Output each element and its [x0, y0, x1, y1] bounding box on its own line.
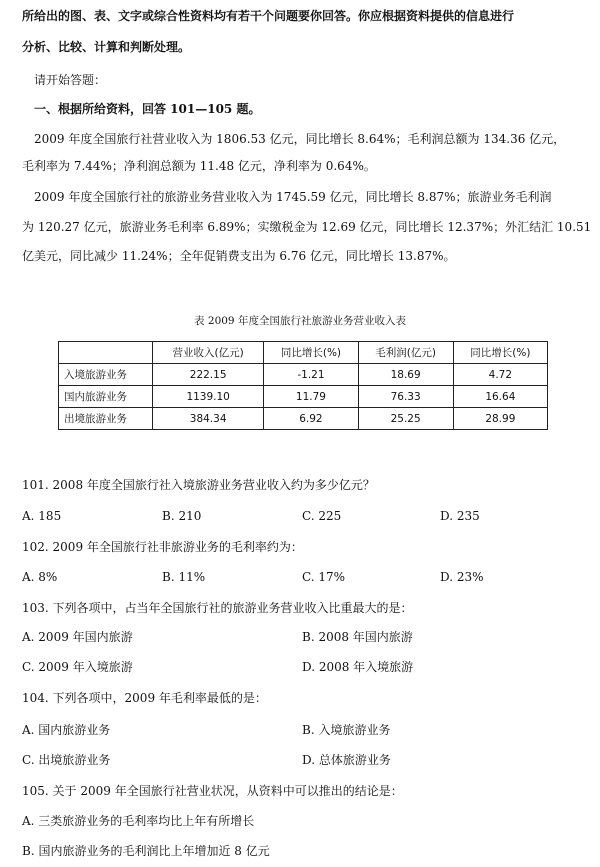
header-cell: 毛利润(亿元)	[358, 342, 453, 364]
table-cell: 6.92	[264, 408, 358, 430]
revenue-table	[58, 341, 548, 430]
start-prompt: 请开始答题：	[34, 73, 107, 87]
row-label: 国内旅游业务	[59, 386, 153, 408]
q104-option-b[interactable]: B. 入境旅游业务	[302, 723, 391, 737]
q102-option-d[interactable]: D. 23%	[440, 570, 484, 584]
table-cell: -1.21	[264, 364, 358, 386]
table-cell: 28.99	[453, 408, 547, 430]
table-row	[59, 408, 548, 430]
q102-option-c[interactable]: C. 17%	[302, 570, 346, 584]
header-cell	[59, 342, 153, 364]
question-104: 104. 下列各项中，2009 年毛利率最低的是：	[22, 691, 267, 705]
intro-line-2: 分析、比较、计算和判断处理。	[22, 40, 191, 54]
table-cell: 4.72	[453, 364, 547, 386]
q104-option-c[interactable]: C. 出境旅游业务	[22, 753, 111, 767]
header-cell: 同比增长(%)	[264, 342, 358, 364]
q101-option-d[interactable]: D. 235	[440, 509, 480, 523]
q104-option-a[interactable]: A. 国内旅游业务	[22, 723, 111, 737]
q105-option-b[interactable]: B. 国内旅游业务的毛利润比上年增加近 8 亿元	[22, 844, 270, 858]
table-cell: 16.64	[453, 386, 547, 408]
q103-option-b[interactable]: B. 2008 年国内旅游	[302, 630, 413, 644]
table-cell: 1139.10	[153, 386, 264, 408]
paragraph-2-line-3: 亿美元，同比减少 11.24%；全年促销费支出为 6.76 亿元，同比增长 13.87%。	[22, 249, 456, 263]
table-cell: 222.15	[153, 364, 264, 386]
q103-option-c[interactable]: C. 2009 年入境旅游	[22, 660, 133, 674]
table-cell: 11.79	[264, 386, 358, 408]
table-row	[59, 364, 548, 386]
table-cell: 76.33	[358, 386, 453, 408]
table-cell: 384.34	[153, 408, 264, 430]
question-102: 102. 2009 年全国旅行社非旅游业务的毛利率约为：	[22, 540, 303, 554]
q103-option-a[interactable]: A. 2009 年国内旅游	[22, 630, 133, 644]
q102-option-a[interactable]: A. 8%	[22, 570, 58, 584]
header-cell: 同比增长(%)	[453, 342, 547, 364]
question-101: 101. 2008 年度全国旅行社入境旅游业务营业收入约为多少亿元？	[22, 478, 375, 492]
question-105: 105. 关于 2009 年全国旅行社营业状况，从资料中可以推出的结论是：	[22, 784, 403, 798]
table-caption: 表 2009 年度全国旅行社旅游业务营业收入表	[194, 315, 406, 327]
row-label: 出境旅游业务	[59, 408, 153, 430]
paragraph-2-line-1: 2009 年度全国旅行社的旅游业务营业收入为 1745.59 亿元，同比增长 8.87%；旅游业务毛利润	[34, 190, 552, 204]
q103-option-d[interactable]: D. 2008 年入境旅游	[302, 660, 414, 674]
section-heading: 一、根据所给资料，回答 101—105 题。	[34, 102, 261, 116]
header-cell: 营业收入(亿元)	[153, 342, 264, 364]
question-103: 103. 下列各项中，占当年全国旅行社的旅游业务营业收入比重最大的是：	[22, 601, 413, 615]
table-row	[59, 386, 548, 408]
q101-option-c[interactable]: C. 225	[302, 509, 342, 523]
q101-option-a[interactable]: A. 185	[22, 509, 62, 523]
paragraph-1-line-1: 2009 年度全国旅行社营业收入为 1806.53 亿元，同比增长 8.64%；毛利润总额为 134.36 亿元，	[34, 132, 566, 146]
q102-option-b[interactable]: B. 11%	[162, 570, 206, 584]
table-header-row	[59, 342, 548, 364]
row-label: 入境旅游业务	[59, 364, 153, 386]
paragraph-2-line-2: 为 120.27 亿元，旅游业务毛利率 6.89%；实缴税金为 12.69 亿元，同比增长 12.37%；外汇结汇 10.51	[22, 220, 592, 234]
table-cell: 25.25	[358, 408, 453, 430]
q101-option-b[interactable]: B. 210	[162, 509, 202, 523]
table-cell: 18.69	[358, 364, 453, 386]
q104-option-d[interactable]: D. 总体旅游业务	[302, 753, 391, 767]
intro-line-1: 所给出的图、表、文字或综合性资料均有若干个问题要你回答。你应根据资料提供的信息进行	[22, 9, 515, 23]
q105-option-a[interactable]: A. 三类旅游业务的毛利率均比上年有所增长	[22, 814, 255, 828]
paragraph-1-line-2: 毛利率为 7.44%；净利润总额为 11.48 亿元，净利率为 0.64%。	[22, 159, 376, 173]
